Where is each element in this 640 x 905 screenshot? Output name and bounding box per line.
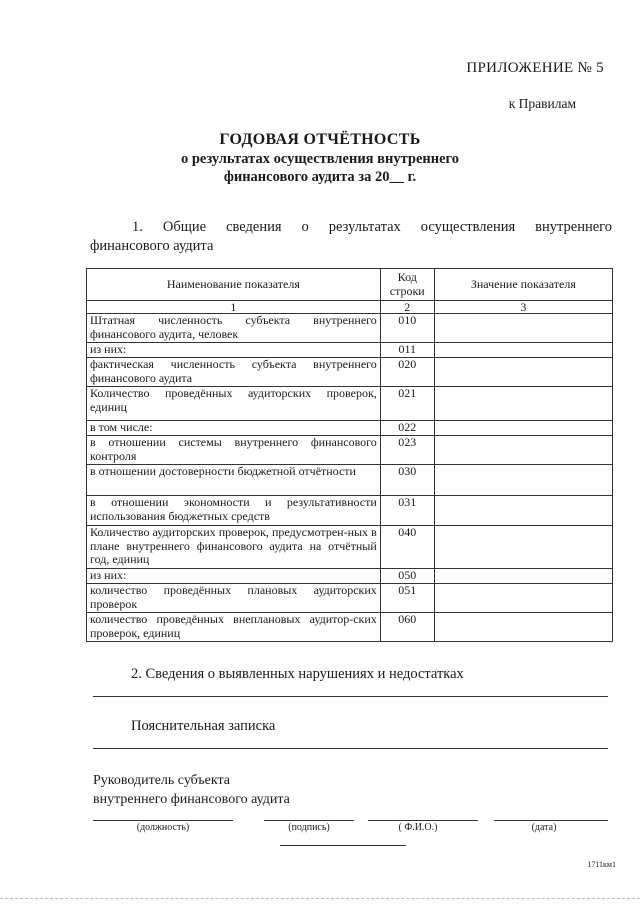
- table-header-row: [87, 269, 613, 301]
- document-title: ГОДОВАЯ ОТЧЁТНОСТЬ: [219, 131, 421, 148]
- column-number-2: 2: [380, 301, 434, 314]
- scan-edge-divider: [0, 898, 640, 899]
- row-name: Количество аудиторских проверок, предусмотрен-ных в плане внутреннего финансового аудита на отчётный год, единиц: [87, 526, 381, 569]
- position-label: (должность): [136, 822, 190, 833]
- explanatory-note-fill-line[interactable]: [93, 748, 608, 749]
- table-row: [87, 436, 613, 465]
- footer-stamp: 1711км1: [587, 860, 616, 869]
- row-value-cell[interactable]: [434, 387, 612, 421]
- explanatory-note-label: Пояснительная записка: [131, 718, 276, 734]
- date-fill-line[interactable]: [494, 820, 608, 821]
- extra-fill-line: [280, 845, 406, 846]
- document-subtitle-line2: финансового аудита за 20__ г.: [223, 169, 417, 185]
- column-number-1: 1: [87, 301, 381, 314]
- row-value-cell[interactable]: [434, 343, 612, 358]
- column-number-3: 3: [434, 301, 612, 314]
- table-row: [87, 465, 613, 496]
- row-name: Количество проведённых аудиторских проверок, единиц: [87, 387, 381, 421]
- row-code: 021: [380, 387, 434, 421]
- row-value-cell[interactable]: [434, 436, 612, 465]
- table-column-numbers-row: [87, 301, 613, 314]
- row-value-cell[interactable]: [434, 584, 612, 613]
- head-title-line1: Руководитель субъекта: [93, 773, 230, 788]
- row-value-cell[interactable]: [434, 613, 612, 642]
- row-code: 031: [380, 496, 434, 526]
- section2-heading: 2. Сведения о выявленных нарушениях и недостатках: [131, 666, 464, 682]
- row-code: 030: [380, 465, 434, 496]
- date-label: (дата): [531, 822, 557, 833]
- row-name: в отношении достоверности бюджетной отчётности: [87, 465, 381, 496]
- row-name: из них:: [87, 343, 381, 358]
- signature-fill-line[interactable]: [264, 820, 354, 821]
- full-name-fill-line[interactable]: [368, 820, 478, 821]
- row-name: фактическая численность субъекта внутреннего финансового аудита: [87, 358, 381, 387]
- row-value-cell[interactable]: [434, 526, 612, 569]
- table-row: [87, 569, 613, 584]
- signature-label: (подпись): [288, 822, 330, 833]
- row-name: Штатная численность субъекта внутреннего финансового аудита, человек: [87, 314, 381, 343]
- section2-fill-line[interactable]: [93, 696, 608, 697]
- row-value-cell[interactable]: [434, 314, 612, 343]
- position-fill-line[interactable]: [93, 820, 233, 821]
- row-value-cell[interactable]: [434, 421, 612, 436]
- header-row-code: Код строки: [380, 269, 434, 301]
- row-name: в том числе:: [87, 421, 381, 436]
- row-code: 022: [380, 421, 434, 436]
- head-title: [93, 771, 290, 809]
- row-value-cell[interactable]: [434, 496, 612, 526]
- section1-heading: [90, 218, 612, 256]
- row-value-cell[interactable]: [434, 465, 612, 496]
- section1-heading-line1: 1. Общие сведения о результатах осуществления внутреннего: [132, 219, 612, 235]
- table-row: [87, 314, 613, 343]
- table-row: [87, 584, 613, 613]
- header-indicator-value: Значение показателя: [434, 269, 612, 301]
- section1-heading-line2: финансового аудита: [90, 238, 214, 254]
- row-value-cell[interactable]: [434, 358, 612, 387]
- row-code: 011: [380, 343, 434, 358]
- document-subtitle-line1: о результатах осуществления внутреннего: [180, 151, 460, 167]
- row-value-cell[interactable]: [434, 569, 612, 584]
- row-code: 023: [380, 436, 434, 465]
- row-code: 051: [380, 584, 434, 613]
- table-row: [87, 526, 613, 569]
- indicators-table: [86, 268, 613, 642]
- row-code: 050: [380, 569, 434, 584]
- table-row: [87, 421, 613, 436]
- row-name: в отношении системы внутреннего финансового контроля: [87, 436, 381, 465]
- table-row: [87, 613, 613, 642]
- table-row: [87, 358, 613, 387]
- row-code: 020: [380, 358, 434, 387]
- table-row: [87, 496, 613, 526]
- full-name-label: ( Ф.И.О.): [398, 822, 438, 833]
- row-code: 060: [380, 613, 434, 642]
- row-name: количество проведённых внеплановых аудитор-ских проверок, единиц: [87, 613, 381, 642]
- row-code: 040: [380, 526, 434, 569]
- head-title-line2: внутреннего финансового аудита: [93, 792, 290, 807]
- table-row: [87, 387, 613, 421]
- row-name: количество проведённых плановых аудиторских проверок: [87, 584, 381, 613]
- row-code: 010: [380, 314, 434, 343]
- table-row: [87, 343, 613, 358]
- header-indicator-name: Наименование показателя: [87, 269, 381, 301]
- rules-reference: к Правилам: [508, 96, 576, 111]
- appendix-label: ПРИЛОЖЕНИЕ № 5: [466, 60, 604, 76]
- row-name: в отношении экономности и результативности использования бюджетных средств: [87, 496, 381, 526]
- row-name: из них:: [87, 569, 381, 584]
